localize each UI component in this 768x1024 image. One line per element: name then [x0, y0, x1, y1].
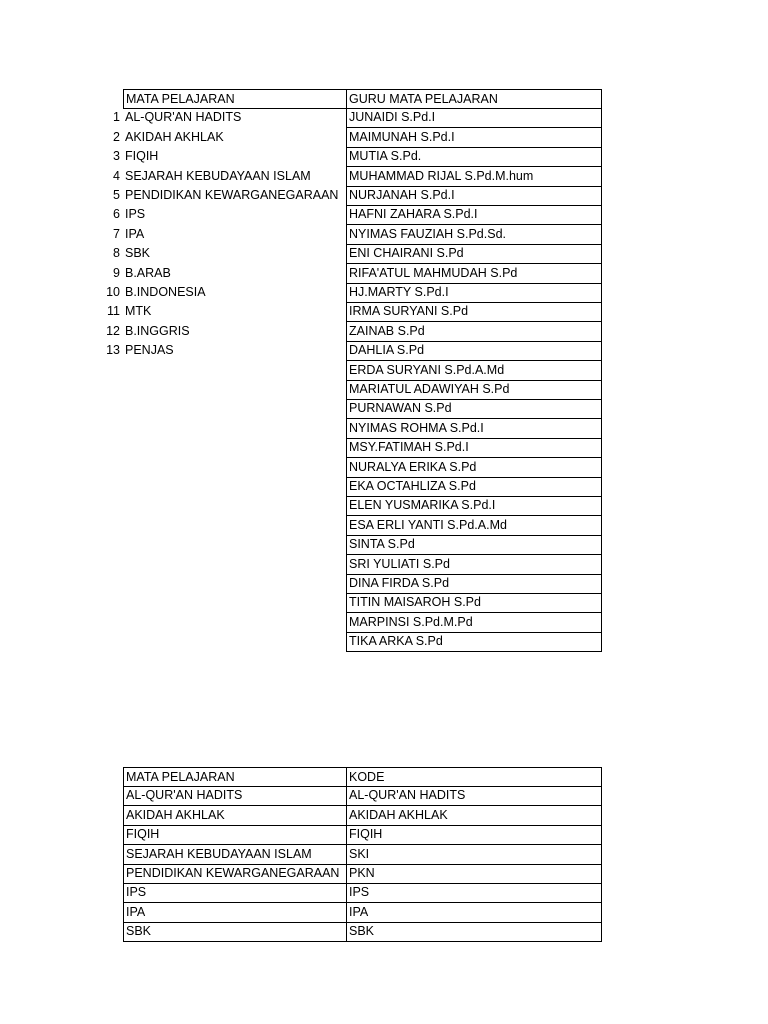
teacher-name: DINA FIRDA S.Pd [346, 574, 602, 594]
subject-number: 9 [113, 265, 120, 280]
table-row [0, 535, 768, 554]
teacher-name: MUHAMMAD RIJAL S.Pd.M.hum [346, 167, 602, 187]
teacher-name: TITIN MAISAROH S.Pd [346, 593, 602, 613]
table-row [0, 864, 768, 883]
table-row [0, 167, 768, 186]
teacher-name: MAIMUNAH S.Pd.I [346, 128, 602, 148]
table-row [0, 205, 768, 224]
teacher-name: HAFNI ZAHARA S.Pd.I [346, 205, 602, 225]
subject-number: 12 [106, 323, 120, 338]
header-subject: MATA PELAJARAN [123, 767, 346, 787]
table-row [0, 825, 768, 844]
subject-number: 8 [113, 246, 120, 261]
table-row [0, 555, 768, 574]
subject-name: AKIDAH AKHLAK [125, 129, 224, 144]
teacher-name: PURNAWAN S.Pd [346, 399, 602, 419]
teacher-name: SRI YULIATI S.Pd [346, 555, 602, 575]
subject-number: 3 [113, 149, 120, 164]
table-row [0, 496, 768, 515]
teacher-name: ZAINAB S.Pd [346, 322, 602, 342]
subject-code: SBK [346, 922, 602, 942]
subject-name: SEJARAH KEBUDAYAAN ISLAM [125, 168, 311, 183]
table-row [0, 516, 768, 535]
teacher-name: HJ.MARTY S.Pd.I [346, 283, 602, 303]
subject-code: SKI [346, 845, 602, 865]
subject-name: IPA [125, 226, 145, 241]
subject-name: AKIDAH AKHLAK [123, 806, 346, 826]
teacher-name: MARPINSI S.Pd.M.Pd [346, 613, 602, 633]
subject-number: 1 [113, 110, 120, 125]
teacher-name: NURALYA ERIKA S.Pd [346, 458, 602, 478]
table-row [0, 922, 768, 941]
subject-number: 6 [113, 207, 120, 222]
table-row [0, 322, 768, 341]
subject-name: SBK [125, 246, 151, 261]
table-row [0, 399, 768, 418]
table-row [0, 574, 768, 593]
subject-number: 10 [106, 285, 120, 299]
subject-name: IPA [123, 903, 346, 923]
subject-name: SBK [123, 922, 346, 942]
teacher-name: JUNAIDI S.Pd.I [346, 108, 602, 128]
subject-name: PENDIDIKAN KEWARGANEGARAAN [123, 864, 346, 884]
table-row [0, 283, 768, 302]
table-row [0, 632, 768, 651]
teacher-name: NURJANAH S.Pd.I [346, 186, 602, 206]
teacher-name: ENI CHAIRANI S.Pd [346, 244, 602, 264]
teacher-name: MUTIA S.Pd. [346, 147, 602, 167]
subject-number: 11 [107, 304, 120, 319]
table-row [0, 244, 768, 263]
subject-name: FIQIH [123, 825, 346, 845]
subject-name: IPS [123, 883, 346, 903]
teacher-name: ESA ERLI YANTI S.Pd.A.Md [346, 516, 602, 536]
subject-code: PKN [346, 864, 602, 884]
table-row [0, 380, 768, 399]
teacher-name: ERDA SURYANI S.Pd.A.Md [346, 361, 602, 381]
subject-name: PENDIDIKAN KEWARGANEGARAAN [125, 188, 339, 202]
header-teacher: GURU MATA PELAJARAN [346, 89, 602, 109]
subject-name: SEJARAH KEBUDAYAAN ISLAM [123, 845, 346, 865]
table-row [0, 264, 768, 283]
teacher-name: DAHLIA S.Pd [346, 341, 602, 361]
table-row [0, 225, 768, 244]
teacher-name: MSY.FATIMAH S.Pd.I [346, 438, 602, 458]
teacher-name: ELEN YUSMARIKA S.Pd.I [346, 496, 602, 516]
table-row [0, 806, 768, 825]
table-row [0, 186, 768, 205]
table-row [0, 438, 768, 457]
table-row [0, 458, 768, 477]
table-header-row [0, 767, 768, 786]
header-subject: MATA PELAJARAN [123, 89, 346, 109]
table-row [0, 613, 768, 632]
table-row [0, 128, 768, 147]
table-header-row [0, 89, 768, 108]
table-row [0, 845, 768, 864]
table-row [0, 147, 768, 166]
table-row [0, 419, 768, 438]
table-row [0, 302, 768, 321]
subject-number: 13 [106, 343, 120, 358]
header-code: KODE [346, 767, 602, 787]
teacher-name: RIFA'ATUL MAHMUDAH S.Pd [346, 264, 602, 284]
table-row [0, 477, 768, 496]
subject-name: MTK [125, 304, 152, 319]
table-row [0, 883, 768, 902]
teacher-name: NYIMAS FAUZIAH S.Pd.Sd. [346, 225, 602, 245]
subject-number: 2 [113, 129, 120, 144]
teacher-name: TIKA ARKA S.Pd [346, 632, 602, 652]
subject-name: IPS [125, 207, 146, 222]
subject-number: 5 [113, 188, 120, 202]
table-row [0, 108, 768, 127]
subject-name: AL-QUR'AN HADITS [123, 786, 346, 806]
subject-number: 4 [113, 168, 120, 183]
teacher-name: MARIATUL ADAWIYAH S.Pd [346, 380, 602, 400]
teacher-name: NYIMAS ROHMA S.Pd.I [346, 419, 602, 439]
table-row [0, 786, 768, 805]
subject-name: FIQIH [125, 149, 159, 164]
table-row [0, 361, 768, 380]
subject-number: 7 [113, 226, 120, 241]
subject-code: IPS [346, 883, 602, 903]
subject-code: AKIDAH AKHLAK [346, 806, 602, 826]
subject-code: FIQIH [346, 825, 602, 845]
subject-name: B.INDONESIA [125, 285, 206, 299]
subject-name: PENJAS [125, 343, 174, 358]
teacher-name: SINTA S.Pd [346, 535, 602, 555]
subject-name: B.INGGRIS [125, 323, 190, 338]
table-row [0, 903, 768, 922]
teacher-name: IRMA SURYANI S.Pd [346, 302, 602, 322]
subject-name: AL-QUR'AN HADITS [125, 110, 242, 125]
table-row [0, 341, 768, 360]
subject-code: IPA [346, 903, 602, 923]
subject-name: B.ARAB [125, 265, 171, 280]
teacher-name: EKA OCTAHLIZA S.Pd [346, 477, 602, 497]
table-row [0, 593, 768, 612]
subject-code: AL-QUR'AN HADITS [346, 786, 602, 806]
